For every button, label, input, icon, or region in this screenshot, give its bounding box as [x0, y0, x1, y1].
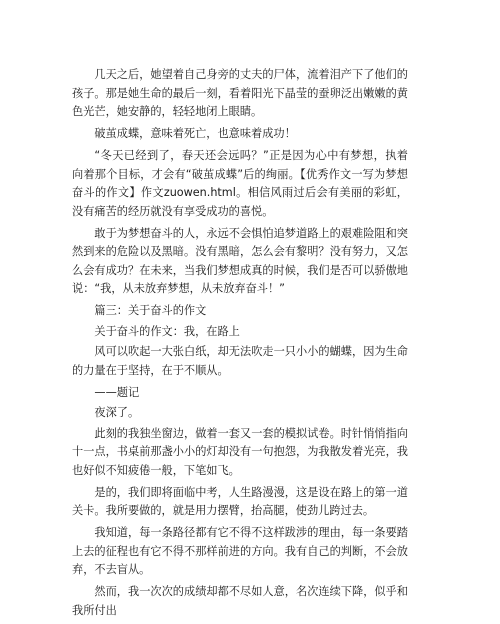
paragraph: 然而，我一次次的成绩却都不尽如人意，名次连续下降，似乎和我所付出: [72, 585, 408, 617]
paragraph: 风可以吹起一大张白纸，却无法吹走一只小小的蝴蝶，因为生命的力量在于坚持，在于不顺从。: [72, 345, 408, 377]
article-body: [72, 66, 408, 624]
paragraph: 是的，我们即将面临中考，人生路漫漫，这是设在路上的第一道关卡。我所要做的，就是用力摆臂，抬高腿，使劲儿跨过去。: [72, 485, 408, 517]
section-heading: 篇三：关于奋斗的作文: [94, 304, 207, 317]
paragraph: 敢于为梦想奋斗的人，永远不会惧怕追梦道路上的艰难险阻和突然到来的危险以及黑暗。没有黑暗，怎么会有黎明？没有努力，又怎么会有成功？在未来，当我们梦想成真的时候，我们是否可以骄傲地说：“我，从未放弃梦想，从未放弃奋斗！”: [72, 226, 408, 295]
paragraph: 我知道，每一条路径都有它不得不这样跋涉的理由，每一条要踏上去的征程也有它不得不那样前进的方向。我有自己的判断，不会放弃，不去盲从。: [72, 526, 408, 576]
article-title: 关于奋斗的作文：我，在路上: [94, 324, 240, 338]
paragraph: 破茧成蝶，意味着死亡，也意味着成功！: [94, 127, 296, 140]
paragraph: 夜深了。: [94, 406, 140, 419]
epigraph-label: ——题记: [94, 385, 140, 399]
paragraph: “冬天已经到了，春天还会远吗？”正是因为心中有梦想，执着向着那个目标，才会有“破茧成蝶”后的绚丽。【优秀作文一写为梦想奋斗的作文】作文zuowen.html。相信风雨过后会有美丽的彩虹，没有痛苦的经历就没有享受成功的喜悦。: [72, 149, 408, 218]
paragraph: 几天之后，她望着自己身旁的丈夫的尸体，流着泪产下了他们的孩子。那是她生命的最后一刻，看着阳光下晶莹的蚕卵泛出嫩嫩的黄色光芒，她安静的，轻轻地闭上眼睛。: [72, 68, 408, 118]
paragraph: 此刻的我独坐窗边，做着一套又一套的模拟试卷。时针悄悄指向十一点，书桌前那盏小小的灯却没有一句抱怨，为我散发着光亮，我也好似不知疲倦一般，下笔如飞。: [72, 426, 408, 477]
